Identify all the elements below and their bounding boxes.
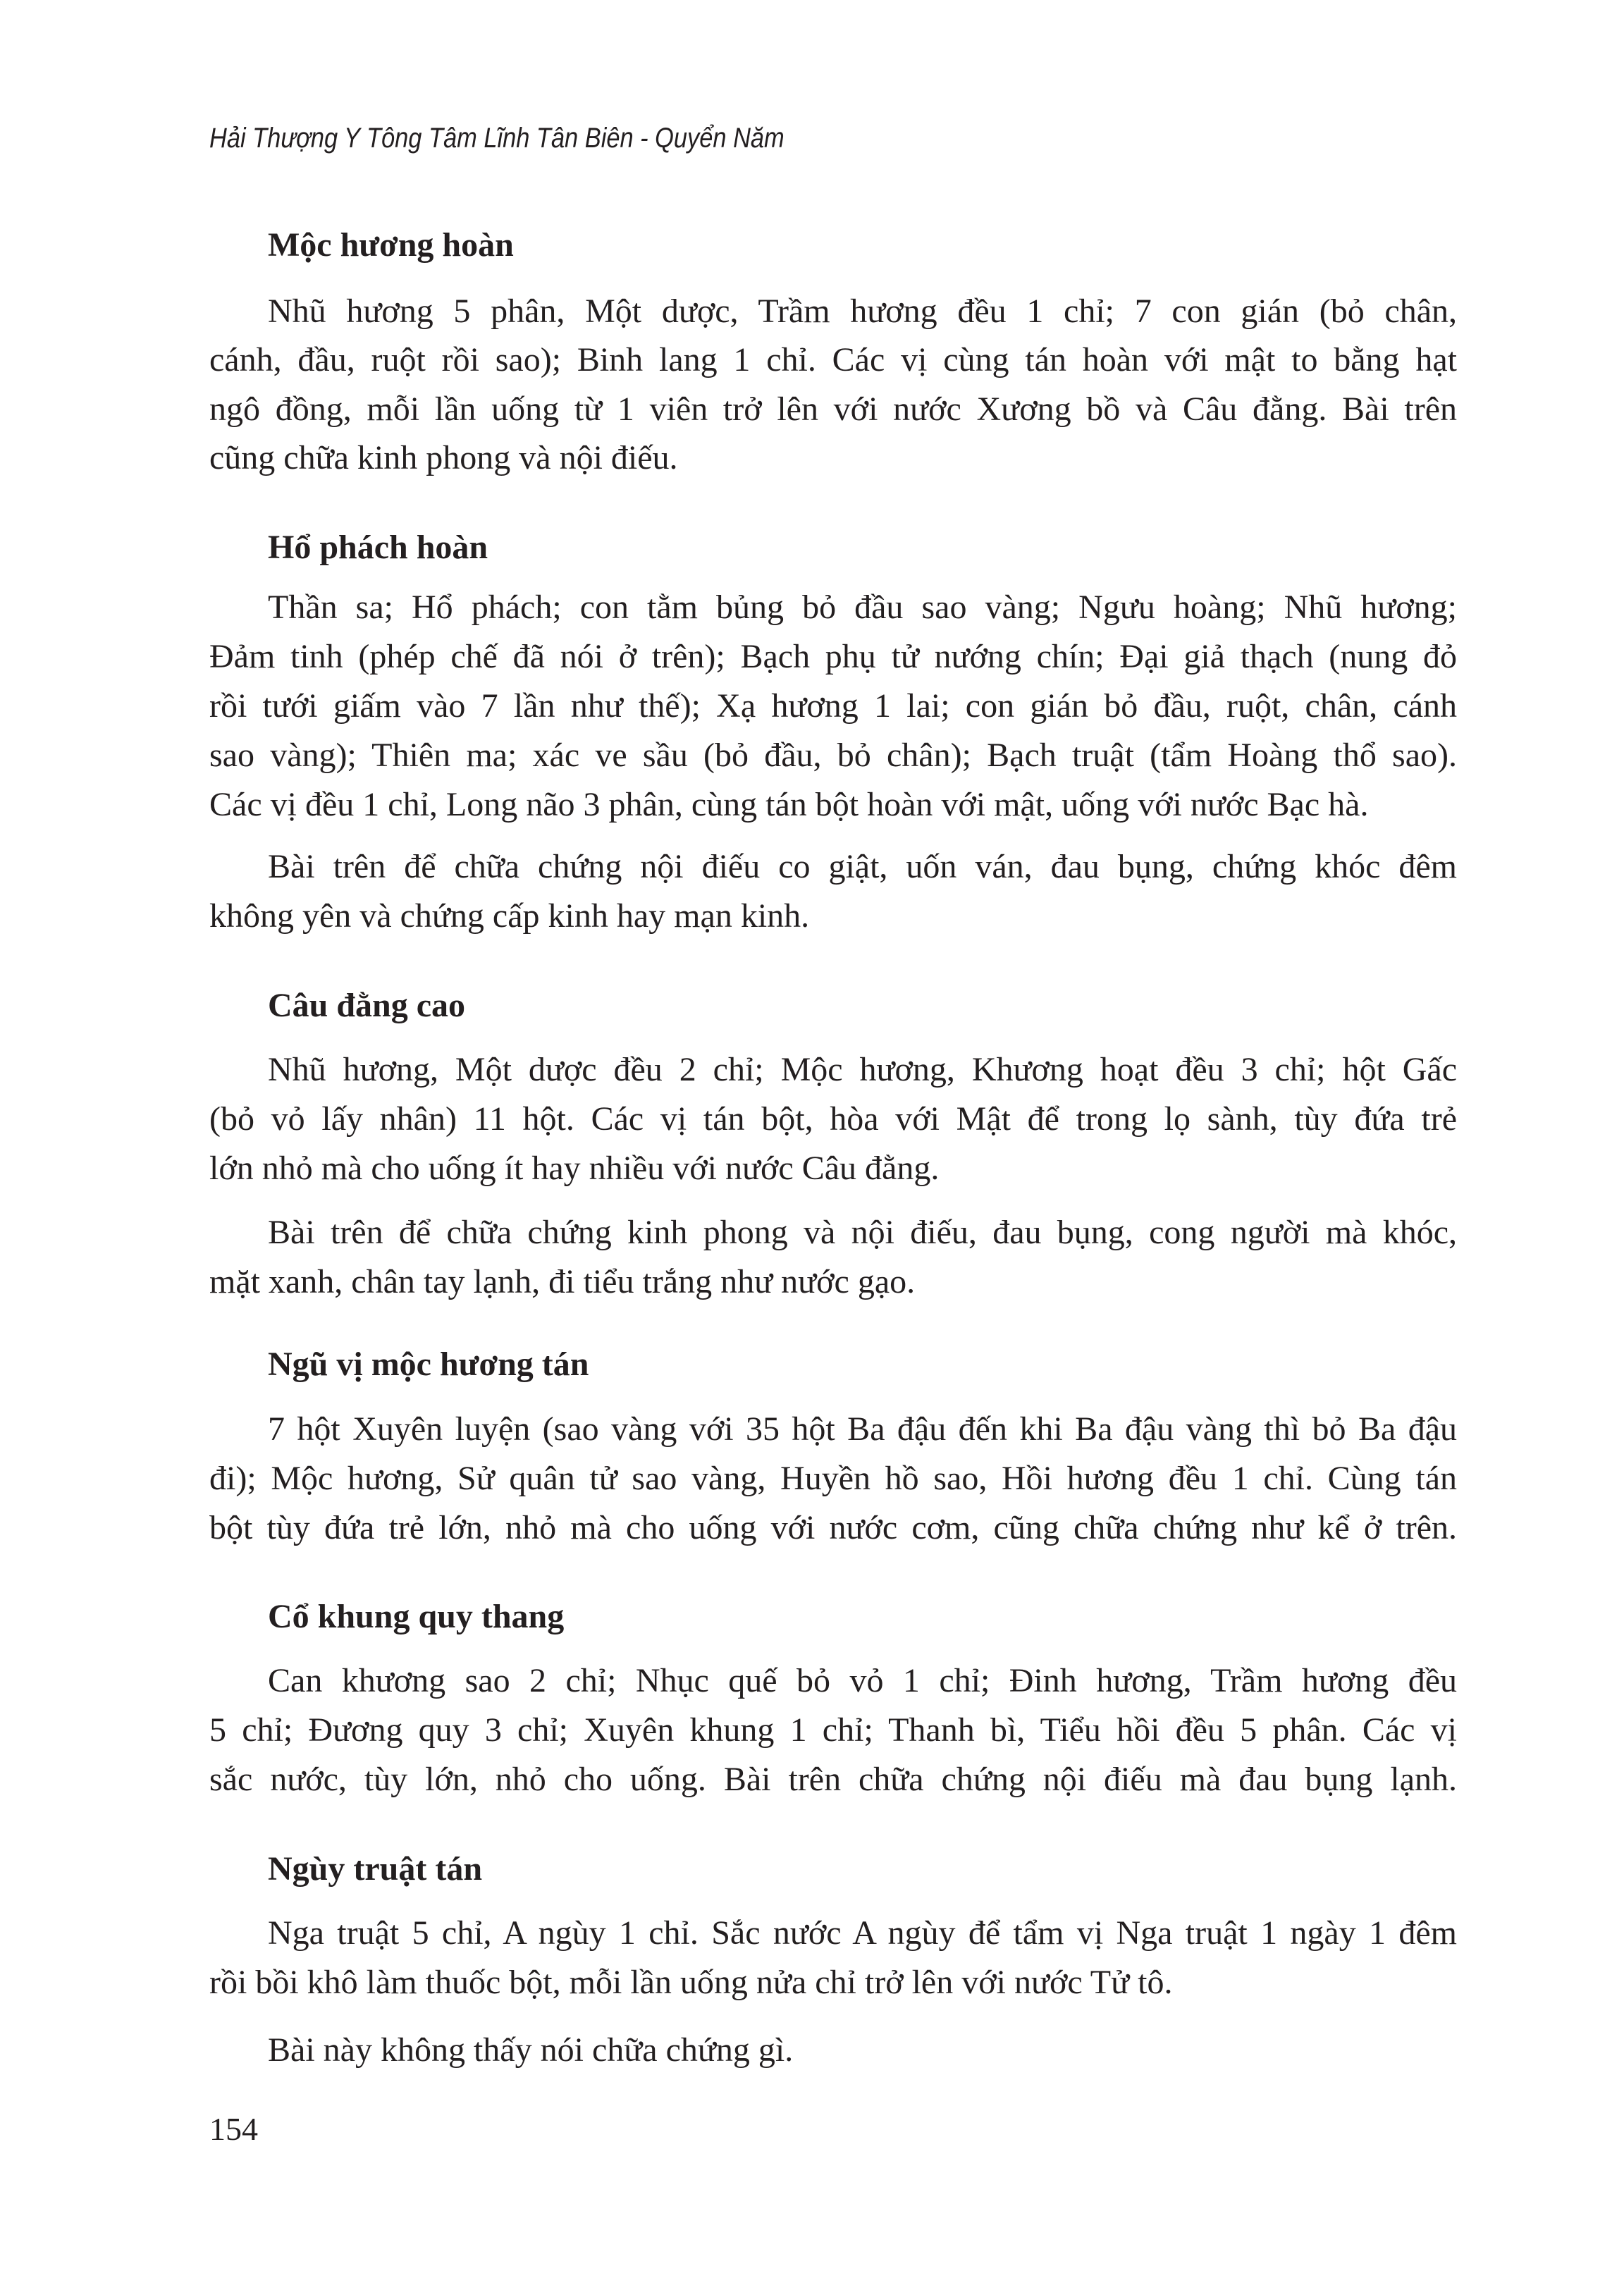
paragraph-line: (bỏ vỏ lấy nhân) 11 hột. Các vị tán bột, hòa với Mật để trong lọ sành, tùy đứa trẻ: [209, 1100, 1457, 1138]
paragraph-line: Thần sa; Hổ phách; con tằm bủng bỏ đầu sao vàng; Ngưu hoàng; Nhũ hương;: [268, 589, 1457, 626]
paragraph-line: cũng chữa kinh phong và nội điếu.: [209, 439, 678, 476]
paragraph-line: Bài trên để chữa chứng kinh phong và nội điếu, đau bụng, cong người mà khóc,: [268, 1214, 1457, 1251]
section-title: Mộc hương hoàn: [268, 226, 514, 264]
paragraph-line: Can khương sao 2 chỉ; Nhục quế bỏ vỏ 1 chỉ; Đinh hương, Trầm hương đều: [268, 1662, 1457, 1699]
paragraph-line: không yên và chứng cấp kinh hay mạn kinh.: [209, 897, 810, 935]
paragraph-line: sao vàng); Thiên ma; xác ve sầu (bỏ đầu, bỏ chân); Bạch truật (tẩm Hoàng thổ sao).: [209, 737, 1457, 774]
paragraph-line: 5 chỉ; Đương quy 3 chỉ; Xuyên khung 1 chỉ; Thanh bì, Tiểu hồi đều 5 phân. Các vị: [209, 1711, 1457, 1749]
section-title: Ngũ vị mộc hương tán: [268, 1346, 589, 1383]
paragraph-line: rồi tưới giấm vào 7 lần như thế); Xạ hương 1 lai; con gián bỏ đầu, ruột, chân, cánh: [209, 687, 1457, 725]
paragraph-line: Bài trên để chữa chứng nội điếu co giật, uốn ván, đau bụng, chứng khóc đêm: [268, 848, 1457, 885]
page-number: 154: [209, 2111, 258, 2147]
paragraph-line: bột tùy đứa trẻ lớn, nhỏ mà cho uống với nước cơm, cũng chữa chứng như kể ở trên.: [209, 1509, 1457, 1546]
paragraph-line: mặt xanh, chân tay lạnh, đi tiểu trắng như nước gạo.: [209, 1263, 916, 1300]
section-title: Ngùy truật tán: [268, 1850, 483, 1888]
paragraph-line: cánh, đầu, ruột rồi sao); Binh lang 1 chỉ. Các vị cùng tán hoàn với mật to bằng hạt: [209, 341, 1457, 378]
paragraph-line: Các vị đều 1 chỉ, Long não 3 phân, cùng tán bột hoàn với mật, uống với nước Bạc hà.: [209, 786, 1369, 823]
paragraph-line: lớn nhỏ mà cho uống ít hay nhiều với nước Câu đằng.: [209, 1150, 940, 1187]
running-header: Hải Thượng Y Tông Tâm Lĩnh Tân Biên - Quyển Năm: [209, 123, 785, 154]
paragraph-line: Nga truật 5 chỉ, A ngùy 1 chỉ. Sắc nước A ngùy để tẩm vị Nga truật 1 ngày 1 đêm: [268, 1914, 1457, 1952]
paragraph-line: Nhũ hương, Một dược đều 2 chỉ; Mộc hương, Khương hoạt đều 3 chỉ; hột Gấc: [268, 1051, 1457, 1088]
paragraph-line: Nhũ hương 5 phân, Một dược, Trầm hương đều 1 chỉ; 7 con gián (bỏ chân,: [268, 293, 1457, 330]
section-title: Hổ phách hoàn: [268, 529, 488, 566]
section-title: Câu đằng cao: [268, 987, 466, 1024]
paragraph-line: Bài này không thấy nói chữa chứng gì.: [268, 2031, 794, 2069]
paragraph-line: rồi bồi khô làm thuốc bột, mỗi lần uống nửa chỉ trở lên với nước Tử tô.: [209, 1964, 1173, 2001]
paragraph-line: Đảm tinh (phép chế đã nói ở trên); Bạch phụ tử nướng chín; Đại giả thạch (nung đỏ: [209, 638, 1457, 675]
paragraph-line: sắc nước, tùy lớn, nhỏ cho uống. Bài trên chữa chứng nội điếu mà đau bụng lạnh.: [209, 1761, 1457, 1798]
paragraph-line: ngô đồng, mỗi lần uống từ 1 viên trở lên với nước Xương bồ và Câu đằng. Bài trên: [209, 390, 1457, 428]
paragraph-line: 7 hột Xuyên luyện (sao vàng với 35 hột Ba đậu đến khi Ba đậu vàng thì bỏ Ba đậu: [268, 1410, 1457, 1448]
section-title: Cổ khung quy thang: [268, 1598, 565, 1635]
paragraph-line: đi); Mộc hương, Sử quân tử sao vàng, Huyền hồ sao, Hồi hương đều 1 chỉ. Cùng tán: [209, 1460, 1457, 1497]
